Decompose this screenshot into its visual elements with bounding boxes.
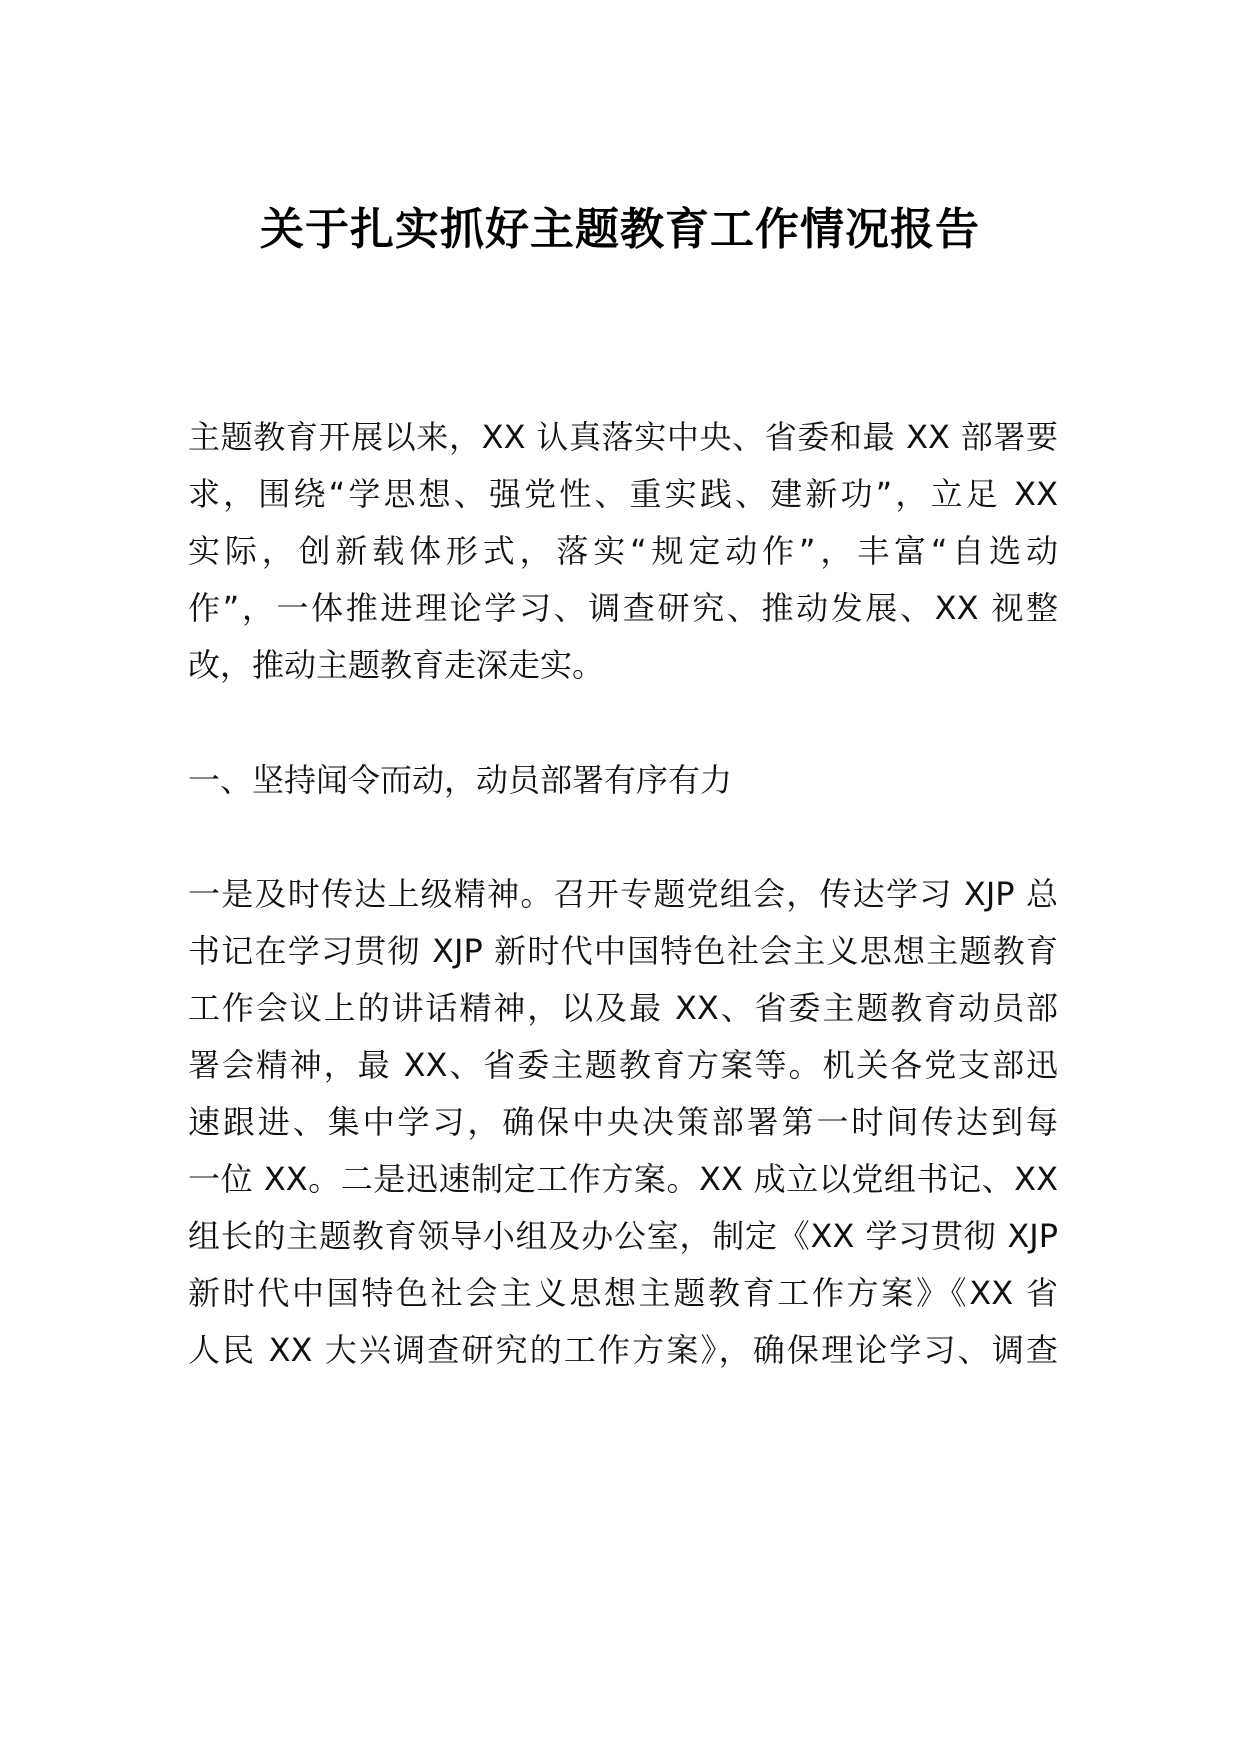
section-line: 速跟进、集中学习，确保中央决策部署第一时间传达到每 — [188, 1103, 1058, 1141]
section-line: 一位 XX。二是迅速制定工作方案。XX 成立以党组书记、XX — [188, 1160, 1058, 1198]
document-title: 关于扎实抓好主题教育工作情况报告 — [260, 204, 980, 255]
intro-line: 实际，创新载体形式，落实“规定动作”，丰富“自选动 — [188, 532, 1058, 570]
intro-line: 作”，一体推进理论学习、调查研究、推动发展、XX 视整 — [188, 589, 1058, 627]
section-line: 组长的主题教育领导小组及办公室，制定《XX 学习贯彻 XJP — [188, 1217, 1058, 1255]
section-heading: 一、坚持闻令而动，动员部署有序有力 — [188, 761, 733, 799]
intro-line: 主题教育开展以来，XX 认真落实中央、省委和最 XX 部署要 — [188, 418, 1058, 456]
section-line: 一是及时传达上级精神。召开专题党组会，传达学习 XJP 总 — [188, 875, 1058, 913]
section-line: 新时代中国特色社会主义思想主题教育工作方案》《XX 省 — [188, 1274, 1058, 1312]
section-line: 人民 XX 大兴调查研究的工作方案》，确保理论学习、调查 — [188, 1331, 1058, 1369]
section-line: 书记在学习贯彻 XJP 新时代中国特色社会主义思想主题教育 — [188, 932, 1058, 970]
section-line: 署会精神，最 XX、省委主题教育方案等。机关各党支部迅 — [188, 1046, 1058, 1084]
intro-line: 求，围绕“学思想、强党性、重实践、建新功”，立足 XX — [188, 475, 1058, 513]
intro-line: 改，推动主题教育走深走实。 — [188, 646, 605, 684]
section-line: 工作会议上的讲话精神，以及最 XX、省委主题教育动员部 — [188, 989, 1058, 1027]
